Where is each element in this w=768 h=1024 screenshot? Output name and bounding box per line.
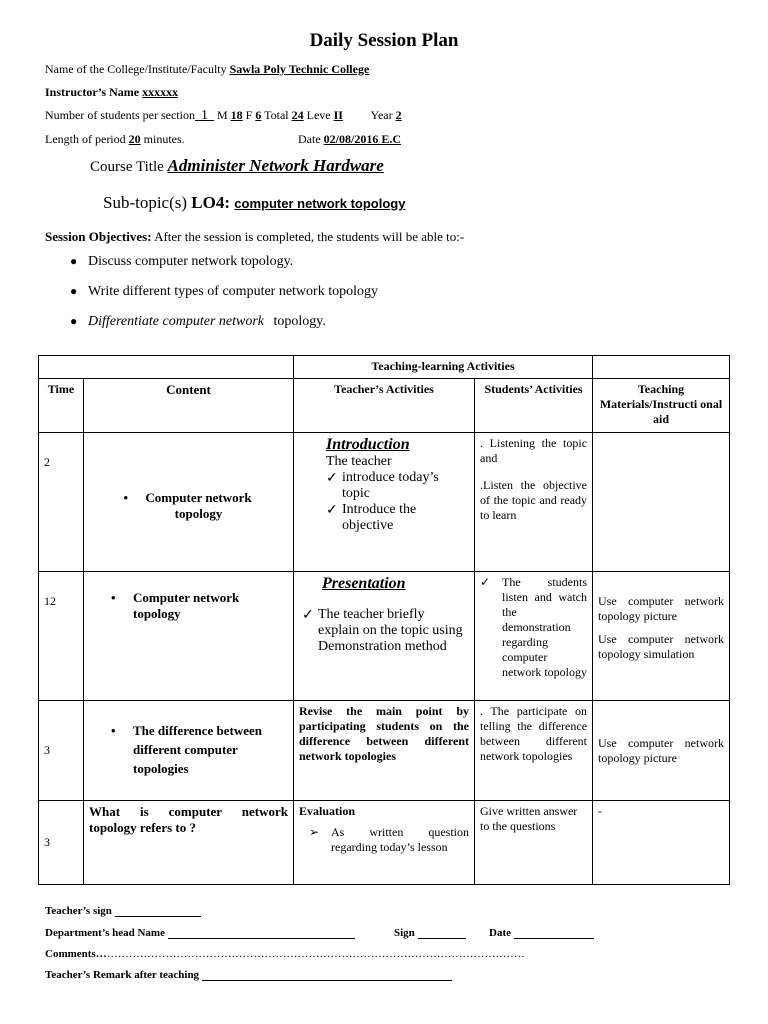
row-time: 3 bbox=[39, 701, 84, 801]
date-line bbox=[298, 132, 401, 147]
objectives-text: After the session is completed, the students will be able to:- bbox=[154, 229, 465, 244]
dept-head-line bbox=[45, 927, 355, 939]
sign-field[interactable] bbox=[418, 938, 466, 939]
remark-field[interactable] bbox=[202, 980, 452, 981]
table-row bbox=[39, 701, 730, 801]
header-materials: Teaching Materials/Instructi onal aid bbox=[593, 379, 730, 433]
remark-label: Teacher’s Remark after teaching bbox=[45, 969, 200, 981]
student-item: The students listen and watch the demonstration regarding computer network topology bbox=[502, 575, 588, 679]
activities-table bbox=[38, 355, 730, 885]
row-teacher bbox=[294, 572, 475, 701]
row-content bbox=[84, 701, 294, 801]
bullet-icon: • bbox=[111, 723, 116, 739]
m-value: 18 bbox=[230, 108, 243, 122]
footer-date-label: Date bbox=[489, 927, 511, 939]
row-materials: - bbox=[593, 801, 730, 885]
table-row bbox=[39, 801, 730, 885]
bullet-icon: ● bbox=[70, 284, 78, 298]
row-students bbox=[475, 433, 593, 572]
sign-line bbox=[394, 927, 466, 939]
bullet-icon: ● bbox=[70, 254, 78, 268]
header-teacher: Teacher’s Activities bbox=[294, 379, 475, 433]
college-label: Name of the College/Institute/Faculty bbox=[45, 62, 227, 76]
f-value: 6 bbox=[255, 108, 262, 122]
period-unit: minutes. bbox=[143, 132, 185, 146]
dept-head-label: Department’s head Name bbox=[45, 927, 165, 939]
comments-field[interactable]: …………………………………………………………………………………………………… bbox=[106, 948, 525, 960]
comments-line bbox=[45, 948, 525, 960]
check-icon: ✓ bbox=[326, 503, 338, 518]
subtopic-label: Sub-topic(s) bbox=[103, 193, 188, 212]
level-value: II bbox=[333, 108, 343, 122]
total-label: Total bbox=[264, 108, 289, 122]
subtopic-value: computer network topology bbox=[234, 196, 406, 211]
instructor-value: xxxxxx bbox=[142, 85, 179, 99]
row-materials bbox=[593, 572, 730, 701]
row-students: . The participate on telling the difference between different network topologies bbox=[475, 701, 593, 801]
arrow-bullet-icon: ➢ bbox=[309, 825, 320, 839]
bullet-icon: • bbox=[123, 490, 129, 505]
teacher-item: The teacher briefly explain on the topic using Demonstration method bbox=[318, 607, 463, 654]
instructor-line bbox=[45, 85, 178, 100]
teacher-item: introduce today’s topic bbox=[342, 470, 439, 501]
row-students bbox=[475, 572, 593, 701]
teacher-head: Presentation bbox=[322, 575, 406, 592]
teacher-head: Evaluation bbox=[299, 804, 356, 818]
teacher-sign-line bbox=[45, 905, 201, 917]
student-item: .Listen the objective of the topic and ready to learn bbox=[480, 478, 588, 522]
row-content: What is computer network topology refers to ? bbox=[84, 801, 294, 885]
level-label: Leve bbox=[306, 108, 331, 122]
section-value: 1 bbox=[200, 108, 208, 123]
check-icon: ✓ bbox=[326, 471, 338, 486]
row-teacher bbox=[294, 801, 475, 885]
f-label: F bbox=[245, 108, 253, 122]
objective-item bbox=[70, 284, 378, 300]
college-value: Sawla Poly Technic College bbox=[229, 62, 370, 76]
students-label: Number of students per section bbox=[45, 108, 195, 122]
check-icon: ✓ bbox=[302, 608, 314, 623]
row-materials: Use computer network topology picture bbox=[593, 701, 730, 801]
dept-head-field[interactable] bbox=[168, 938, 355, 939]
material-item: Use computer network topology picture bbox=[598, 594, 725, 623]
teacher-intro: The teacher bbox=[326, 454, 392, 469]
footer-date-field[interactable] bbox=[514, 938, 594, 939]
total-value: 24 bbox=[291, 108, 304, 122]
student-item: . Listening the topic and bbox=[480, 436, 588, 465]
row-students: Give written answer to the questions bbox=[475, 801, 593, 885]
row-time: 12 bbox=[39, 572, 84, 701]
row-content bbox=[84, 572, 294, 701]
course-title: Administer Network Hardware bbox=[167, 156, 384, 175]
content-text: The difference between different computer topologies bbox=[133, 723, 263, 776]
group-header: Teaching-learning Activities bbox=[294, 356, 593, 379]
teacher-head: Introduction bbox=[326, 436, 410, 453]
material-item: Use computer network topology simulation bbox=[598, 632, 725, 661]
objective-item bbox=[70, 314, 326, 330]
table-header-row bbox=[39, 379, 730, 433]
instructor-label: Instructor’s Name bbox=[45, 85, 140, 99]
objective-suffix: topology. bbox=[273, 314, 326, 329]
row-teacher: Revise the main point by participating students on the difference between different network topologies bbox=[294, 701, 475, 801]
college-line bbox=[45, 62, 369, 77]
year-label: Year bbox=[370, 108, 393, 122]
remark-line bbox=[45, 969, 452, 981]
bullet-icon: • bbox=[111, 590, 116, 605]
objective-item bbox=[70, 254, 293, 270]
row-content bbox=[84, 433, 294, 572]
course-label: Course Title bbox=[90, 159, 164, 175]
header-content: Content bbox=[84, 379, 294, 433]
table-row bbox=[39, 433, 730, 572]
period-value: 20 bbox=[128, 132, 141, 146]
objectives-label: Session Objectives: bbox=[45, 229, 152, 244]
year-value: 2 bbox=[395, 108, 402, 122]
date-sign-line bbox=[489, 927, 594, 939]
teacher-item: As written question regarding today’s lesson bbox=[331, 825, 469, 854]
course-line bbox=[90, 156, 384, 176]
period-label: Length of period bbox=[45, 132, 126, 146]
date-label: Date bbox=[298, 132, 321, 146]
subtopic-lo: LO4: bbox=[191, 193, 231, 212]
table-row bbox=[39, 572, 730, 701]
bullet-icon: ● bbox=[70, 314, 78, 328]
row-time: 3 bbox=[39, 801, 84, 885]
subtopic-line bbox=[103, 193, 405, 213]
row-time: 2 bbox=[39, 433, 84, 572]
teacher-sign-field[interactable] bbox=[115, 916, 201, 917]
table-group-header-row bbox=[39, 356, 730, 379]
objective-text: Write different types of computer network topology bbox=[88, 284, 378, 299]
row-materials bbox=[593, 433, 730, 572]
teacher-item: Introduce the objective bbox=[342, 502, 417, 533]
content-text: Computer network topology bbox=[145, 490, 252, 521]
content-text: Computer network topology bbox=[133, 590, 240, 621]
objective-text: Discuss computer network topology. bbox=[88, 254, 294, 269]
teacher-sign-label: Teacher’s sign bbox=[45, 905, 112, 917]
sign-label: Sign bbox=[394, 927, 415, 939]
comments-label: Comments… bbox=[45, 948, 107, 960]
page-title: Daily Session Plan bbox=[309, 30, 459, 51]
row-teacher bbox=[294, 433, 475, 572]
check-icon: ✓ bbox=[480, 575, 491, 589]
period-line bbox=[45, 132, 185, 147]
header-students: Students’ Activities bbox=[475, 379, 593, 433]
objectives-line bbox=[45, 229, 464, 245]
students-line: Number of students per section_1_ M 18 F 6 Total 24 Leve II Year 2 bbox=[45, 108, 402, 123]
m-label: M bbox=[216, 108, 228, 122]
header-time: Time bbox=[39, 379, 84, 433]
objective-text: Differentiate computer network bbox=[88, 314, 264, 329]
date-value: 02/08/2016 E.C bbox=[323, 132, 401, 146]
